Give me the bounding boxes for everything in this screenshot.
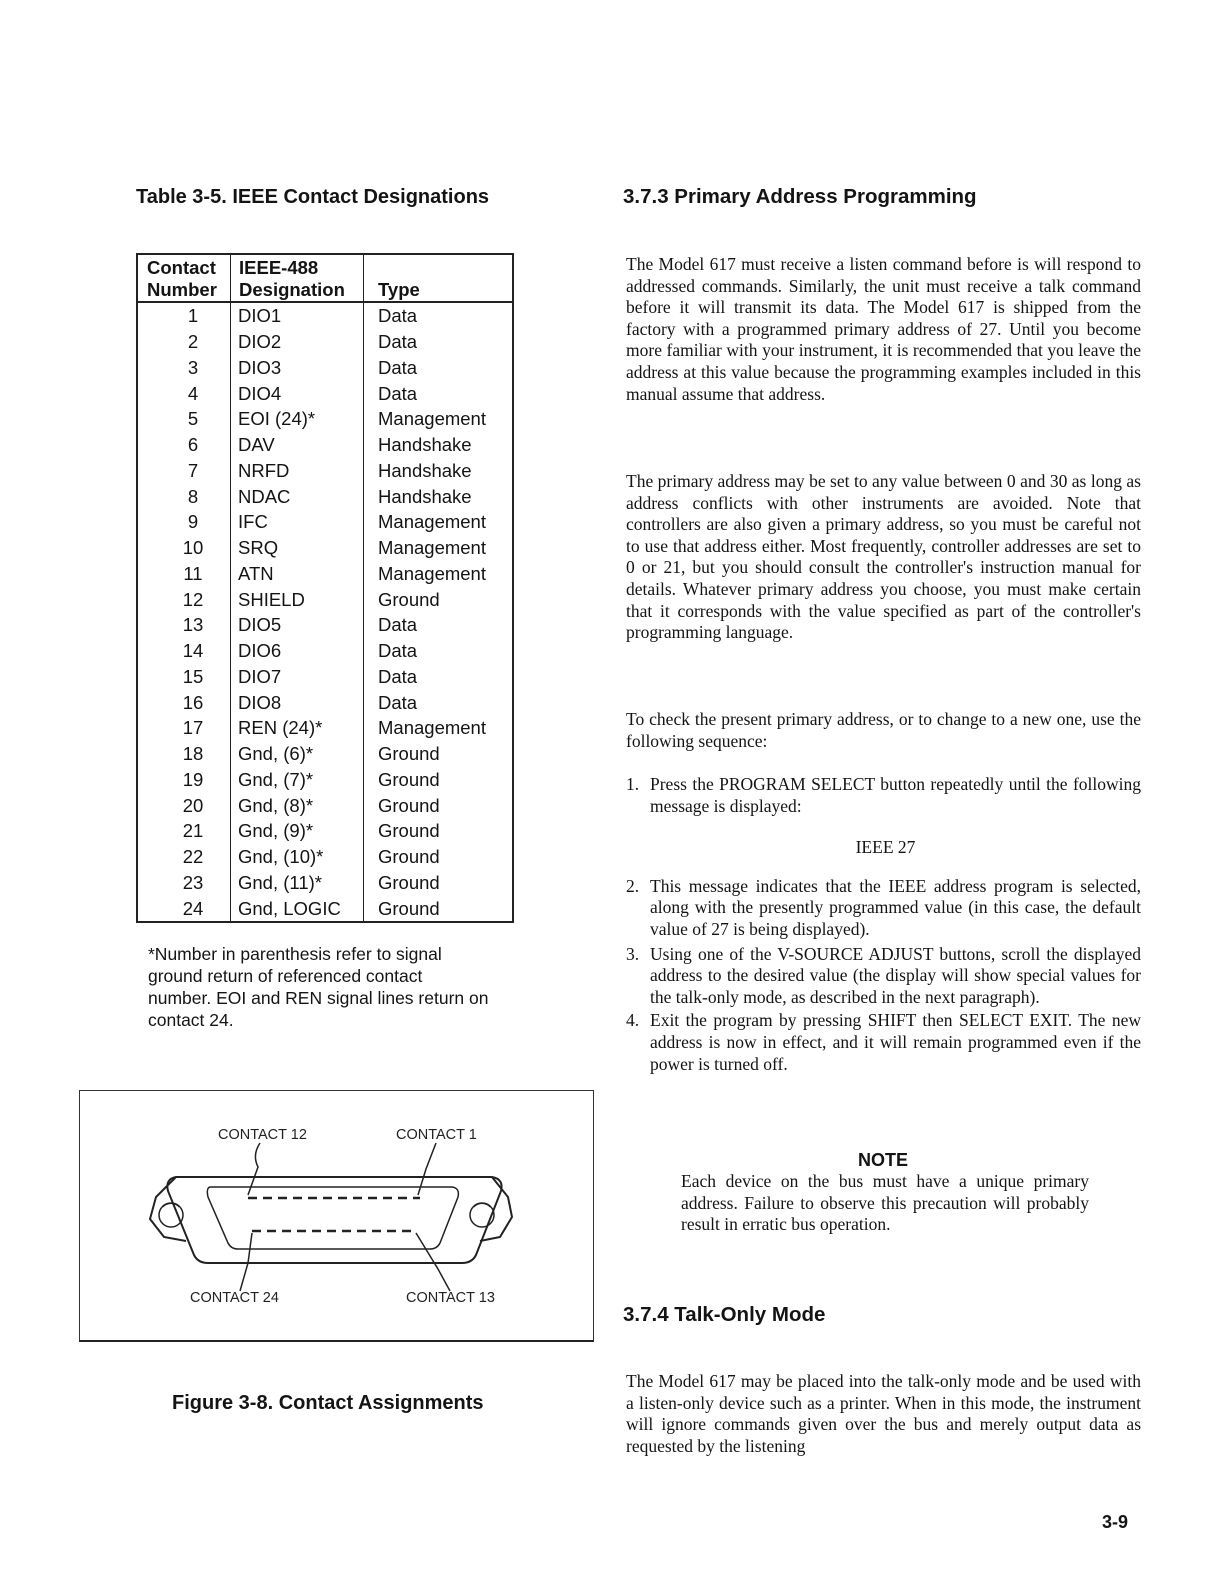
cell-contact-number: 11 xyxy=(137,561,231,587)
note-text: Each device on the bus must have a unique primary address. Failure to observe this precaution will probably result in erratic bus operation. xyxy=(681,1171,1089,1235)
table-row xyxy=(137,715,513,741)
table-row xyxy=(137,612,513,638)
table-row xyxy=(137,302,513,329)
cell-contact-number: 24 xyxy=(137,895,231,922)
cell-contact-number: 17 xyxy=(137,715,231,741)
cell-type: Ground xyxy=(378,588,440,610)
table-row xyxy=(137,638,513,664)
procedure-step: 4. Exit the program by pressing SHIFT then SELECT EXIT. The new address is now in effect, and it will remain programmed even if the power is turned off. xyxy=(626,1010,1141,1074)
table-row xyxy=(137,792,513,818)
cell-contact-number: 6 xyxy=(137,432,231,458)
cell-designation: Gnd, (6)* xyxy=(231,741,364,767)
cell-designation: EOI (24)* xyxy=(231,406,364,432)
cell-type: Management xyxy=(378,717,486,739)
table-body xyxy=(137,302,513,922)
cell-contact-number: 14 xyxy=(137,638,231,664)
cell-type: Management xyxy=(378,511,486,533)
cell-designation: DIO5 xyxy=(231,612,364,638)
footnote-line: contact 24. xyxy=(148,1010,234,1030)
cell-contact-number: 15 xyxy=(137,664,231,690)
contact-diagram-figure xyxy=(79,1090,594,1342)
cell-contact-number: 3 xyxy=(137,355,231,381)
cell-designation: Gnd, (7)* xyxy=(231,767,364,793)
cell-contact-number: 23 xyxy=(137,870,231,896)
cell-contact-number: 5 xyxy=(137,406,231,432)
cell-designation: DIO3 xyxy=(231,355,364,381)
table-row xyxy=(137,818,513,844)
cell-designation: Gnd, (10)* xyxy=(231,844,364,870)
table-row xyxy=(137,355,513,381)
cell-type: Ground xyxy=(378,820,440,842)
section-heading-talk-only: 3.7.4 Talk-Only Mode xyxy=(623,1303,826,1326)
cell-type: Management xyxy=(378,408,486,430)
cell-type: Handshake xyxy=(378,459,472,481)
label-contact-1: CONTACT 1 xyxy=(396,1127,477,1143)
table-footnote xyxy=(148,943,528,1031)
header-contact-number: Contact Number xyxy=(137,254,231,302)
right-mounting-hole xyxy=(470,1203,494,1227)
cell-contact-number: 21 xyxy=(137,818,231,844)
header-designation: IEEE-488 Designation xyxy=(231,254,364,302)
cell-contact-number: 9 xyxy=(137,509,231,535)
cell-contact-number: 18 xyxy=(137,741,231,767)
cell-type: Ground xyxy=(378,794,440,816)
cell-designation: DIO1 xyxy=(231,302,364,329)
section-heading-primary-address: 3.7.3 Primary Address Programming xyxy=(623,185,977,208)
cell-type: Data xyxy=(378,305,418,327)
table-row xyxy=(137,535,513,561)
cell-designation: Gnd, (8)* xyxy=(231,792,364,818)
cell-type: Data xyxy=(378,331,418,353)
left-mounting-hole xyxy=(159,1203,183,1227)
cell-type: Data xyxy=(378,382,418,404)
cell-type: Data xyxy=(378,665,418,687)
cell-designation: Gnd, (11)* xyxy=(231,870,364,896)
cell-type: Ground xyxy=(378,897,440,919)
cell-contact-number: 1 xyxy=(137,302,231,329)
table-row xyxy=(137,689,513,715)
cell-type: Data xyxy=(378,691,418,713)
cell-contact-number: 12 xyxy=(137,586,231,612)
table-row xyxy=(137,741,513,767)
cell-designation: Gnd, (9)* xyxy=(231,818,364,844)
note-title: NOTE xyxy=(858,1150,909,1170)
table-title: Table 3-5. IEEE Contact Designations xyxy=(136,186,490,208)
cell-designation: Gnd, LOGIC xyxy=(231,895,364,922)
table-row xyxy=(137,380,513,406)
connector-diagram xyxy=(80,1091,592,1341)
table-row xyxy=(137,767,513,793)
table-row xyxy=(137,870,513,896)
page-number: 3-9 xyxy=(1102,1512,1129,1532)
footnote-line: *Number in parenthesis refer to signal xyxy=(148,944,442,964)
table-row xyxy=(137,561,513,587)
footnote-line: number. EOI and REN signal lines return on xyxy=(148,988,489,1008)
header-type: Type xyxy=(364,254,514,302)
cell-designation: IFC xyxy=(231,509,364,535)
procedure-step: 1. Press the PROGRAM SELECT button repeatedly until the following message is displayed: IEEE 27 xyxy=(626,774,1141,858)
footnote-line: ground return of referenced contact xyxy=(148,966,423,986)
cell-contact-number: 2 xyxy=(137,329,231,355)
table-row xyxy=(137,895,513,922)
label-contact-12: CONTACT 12 xyxy=(218,1127,307,1143)
table-row xyxy=(137,458,513,484)
cell-contact-number: 4 xyxy=(137,380,231,406)
cell-designation: SRQ xyxy=(231,535,364,561)
cell-designation: REN (24)* xyxy=(231,715,364,741)
label-contact-24: CONTACT 24 xyxy=(190,1290,279,1306)
cell-type: Ground xyxy=(378,768,440,790)
cell-type: Ground xyxy=(378,743,440,765)
cell-contact-number: 10 xyxy=(137,535,231,561)
paragraph-check-address: To check the present primary address, or to change to a new one, use the following sequence: xyxy=(626,709,1141,751)
table-row xyxy=(137,483,513,509)
paragraph-address-range: The primary address may be set to any value between 0 and 30 as long as address conflicts with other instruments are avoided. Note that controllers are also given a primary address, so you must be careful not to use that address either. Most frequently, controller addresses are set to 0 or 21, but you should consult the controller's instruction manual for details. Whatever primary address you choose, you must make certain that it corresponds with the value specified as part of the controller's programming language. xyxy=(626,471,1141,643)
procedure-steps xyxy=(626,774,1141,1075)
table-row xyxy=(137,586,513,612)
paragraph-talk-only: The Model 617 may be placed into the talk-only mode and be used with a listen-only device such as a printer. When in this mode, the instrument will ignore commands given over the bus and merely output data as requested by the listening xyxy=(626,1371,1141,1456)
display-message: IEEE 27 xyxy=(855,837,916,858)
cell-contact-number: 16 xyxy=(137,689,231,715)
ieee-contact-table xyxy=(136,253,514,923)
table-row xyxy=(137,664,513,690)
cell-contact-number: 22 xyxy=(137,844,231,870)
cell-type: Ground xyxy=(378,846,440,868)
table-row xyxy=(137,844,513,870)
table-row xyxy=(137,509,513,535)
cell-type: Ground xyxy=(378,871,440,893)
cell-designation: DIO8 xyxy=(231,689,364,715)
label-contact-13: CONTACT 13 xyxy=(406,1290,495,1306)
cell-contact-number: 8 xyxy=(137,483,231,509)
table-row xyxy=(137,329,513,355)
cell-contact-number: 19 xyxy=(137,767,231,793)
cell-contact-number: 13 xyxy=(137,612,231,638)
table-row xyxy=(137,432,513,458)
cell-contact-number: 20 xyxy=(137,792,231,818)
cell-designation: DAV xyxy=(231,432,364,458)
cell-type: Handshake xyxy=(378,434,472,456)
cell-type: Management xyxy=(378,562,486,584)
cell-type: Data xyxy=(378,356,418,378)
cell-designation: DIO7 xyxy=(231,664,364,690)
paragraph-primary-address-intro: The Model 617 must receive a listen command before is will respond to addressed commands. Similarly, the unit must receive a talk command before it will transmit its data. The Model 617 is shipped from the factory with a programmed primary address of 27. Until you become more familiar with your instrument, it is recommended that you leave the address at this value because the programming examples included in this manual assume that address. xyxy=(626,254,1141,404)
procedure-step: 3. Using one of the V-SOURCE ADJUST buttons, scroll the displayed address to the desired value (the display will show special values for the talk-only mode, as described in the next paragraph). xyxy=(626,943,1141,1007)
cell-type: Handshake xyxy=(378,485,472,507)
cell-designation: NDAC xyxy=(231,483,364,509)
cell-designation: ATN xyxy=(231,561,364,587)
cell-contact-number: 7 xyxy=(137,458,231,484)
procedure-step: 2. This message indicates that the IEEE address program is selected, along with the presently programmed value (in this case, the default value of 27 is being displayed). xyxy=(626,875,1141,939)
cell-designation: DIO2 xyxy=(231,329,364,355)
table-row xyxy=(137,406,513,432)
cell-designation: DIO4 xyxy=(231,380,364,406)
figure-caption: Figure 3-8. Contact Assignments xyxy=(172,1392,484,1414)
cell-designation: NRFD xyxy=(231,458,364,484)
cell-designation: SHIELD xyxy=(231,586,364,612)
cell-type: Data xyxy=(378,640,418,662)
table-header-row xyxy=(137,254,513,302)
cell-designation: DIO6 xyxy=(231,638,364,664)
cell-type: Data xyxy=(378,614,418,636)
cell-type: Management xyxy=(378,537,486,559)
